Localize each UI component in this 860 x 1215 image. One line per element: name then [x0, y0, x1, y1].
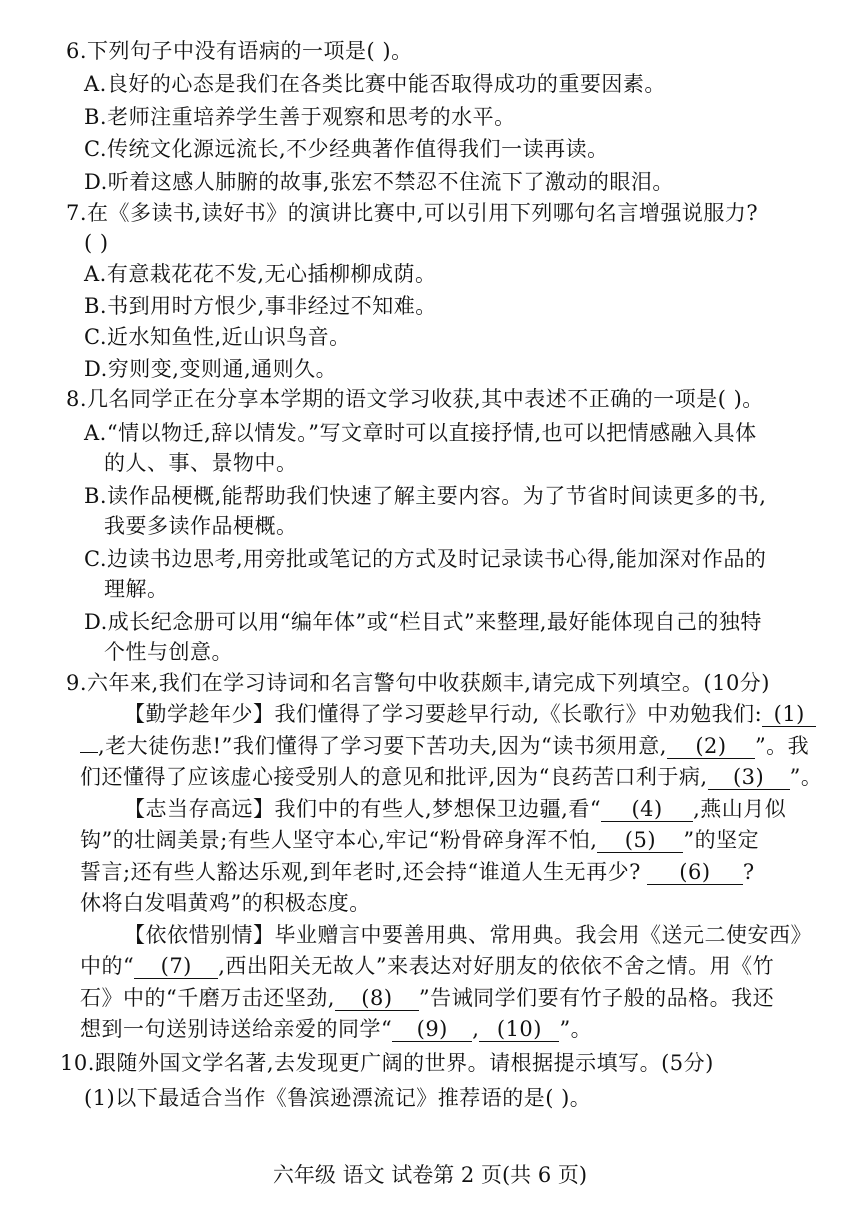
q9-text: ”。我 [754, 734, 810, 758]
question-7-option-b: B.书到用时方恨少,事非经过不知难。 [84, 294, 437, 318]
question-8-option-d: D.成长纪念册可以用“编年体”或“栏目式”来整理,最好能体现自己的独特 [84, 610, 762, 634]
q9-para3-line3 [80, 983, 774, 1013]
q9-text: 们还懂得了应该虚心接受别人的意见和批评,因为“良药苦口利于病, [80, 765, 708, 789]
q9-para1-line3 [80, 762, 822, 792]
question-7-answer-paren: ( ) [84, 231, 109, 255]
q9-text: ”的坚定 [683, 828, 760, 852]
question-7-option-a: A.有意栽花花不发,无心插柳柳成荫。 [84, 262, 437, 286]
blank-3: (3) [708, 765, 790, 790]
question-8-option-c: C.边读书边思考,用旁批或笔记的方式及时记录读书心得,能加深对作品的 [84, 547, 767, 571]
question-6-option-a: A.良好的心态是我们在各类比赛中能否取得成功的重要因素。 [84, 72, 666, 96]
question-9-stem: 9.六年来,我们在学习诗词和名言警句中收获颇丰,请完成下列填空。(10分) [66, 671, 770, 695]
q9-text: 石》中的“千磨万击还坚劲, [80, 986, 335, 1010]
blank-9: (9) [392, 1017, 472, 1042]
q9-para3-line2 [80, 951, 774, 981]
q9-text: 中的“ [80, 954, 135, 978]
question-8-option-d-continued: 个性与创意。 [104, 640, 233, 664]
question-8-option-a-continued: 的人、事、景物中。 [104, 451, 298, 475]
question-6-stem: 6.下列句子中没有语病的一项是( )。 [66, 39, 413, 63]
q9-text: ,燕山月似 [693, 797, 787, 821]
question-8-option-a: A.“情以物迁,辞以情发。”写文章时可以直接抒情,也可以把情感融入具体 [84, 421, 757, 445]
q9-text: 【志当存高远】我们中的有些人,梦想保卫边疆,看“ [124, 797, 602, 821]
q9-para2-line4: 休将白发唱黄鸡”的积极态度。 [80, 891, 371, 915]
q9-text: ”。 [789, 765, 823, 789]
blank-1: (1) [762, 702, 816, 727]
q9-text: 想到一句送别诗送给亲爱的同学“ [80, 1017, 393, 1041]
q9-text: ”。 [559, 1017, 593, 1041]
blank-10: (10) [479, 1017, 559, 1042]
q9-text: 誓言;还有些人豁达乐观,到年老时,还会持“谁道人生无再少? [80, 860, 641, 884]
blank-6: (6) [647, 860, 743, 885]
q9-para2-line1 [124, 794, 786, 824]
blank-7: (7) [134, 954, 218, 979]
q9-para1-line2 [80, 731, 809, 761]
question-10-sub-1: (1)以下最适合当作《鲁滨逊漂流记》推荐语的是( )。 [84, 1086, 592, 1110]
question-6-option-c: C.传统文化源远流长,不少经典著作值得我们一读再读。 [84, 137, 609, 161]
question-8-stem: 8.几名同学正在分享本学期的语文学习收获,其中表述不正确的一项是( )。 [66, 387, 764, 411]
blank-8: (8) [335, 986, 419, 1011]
blank-4: (4) [601, 797, 693, 822]
q9-para2-line3 [80, 857, 755, 887]
q9-text: ,老大徒伤悲!”我们懂得了学习要下苦功夫,因为“读书须用意, [98, 734, 667, 758]
q9-para3-line4 [80, 1014, 592, 1044]
q9-text: ? [742, 860, 755, 884]
question-6-option-d: D.听着这感人肺腑的故事,张宏不禁忍不住流下了激动的眼泪。 [84, 170, 674, 194]
page-footer: 六年级 语文 试卷第 2 页(共 6 页) [272, 1163, 588, 1187]
question-10-stem: 10.跟随外国文学名著,去发现更广阔的世界。请根据提示填写。(5分) [60, 1051, 714, 1075]
q9-text: 【勤学趁年少】我们懂得了学习要趁早行动,《长歌行》中劝勉我们: [124, 702, 763, 726]
q9-text: ,西出阳关无故人”来表达对好朋友的依依不舍之情。用《竹 [218, 954, 775, 978]
q9-text: ”告诫同学们要有竹子般的品格。我还 [418, 986, 775, 1010]
question-7-option-d: D.穷则变,变则通,通则久。 [84, 357, 338, 381]
question-6-option-b: B.老师注重培养学生善于观察和思考的水平。 [84, 105, 516, 129]
blank-2: (2) [667, 734, 755, 759]
question-7-option-c: C.近水知鱼性,近山识鸟音。 [84, 325, 351, 349]
question-8-option-b-continued: 我要多读作品梗概。 [104, 514, 298, 538]
blank-1-continued [80, 752, 98, 753]
question-8-option-b: B.读作品梗概,能帮助我们快速了解主要内容。为了节省时间读更多的书, [84, 484, 767, 508]
q9-para3-line1: 【依依惜别情】毕业赠言中要善用典、常用典。我会用《送元二使安西》 [124, 923, 812, 947]
question-7-stem: 7.在《多读书,读好书》的演讲比赛中,可以引用下列哪句名言增强说服力? [66, 201, 759, 225]
q9-para1-line1 [124, 699, 816, 729]
q9-text: , [472, 1017, 480, 1041]
q9-text: 钩”的壮阔美景;有些人坚守本心,牢记“粉骨碎身浑不怕, [80, 828, 598, 852]
question-8-option-c-continued: 理解。 [104, 577, 169, 601]
q9-para2-line2 [80, 825, 759, 855]
blank-5: (5) [597, 828, 683, 853]
